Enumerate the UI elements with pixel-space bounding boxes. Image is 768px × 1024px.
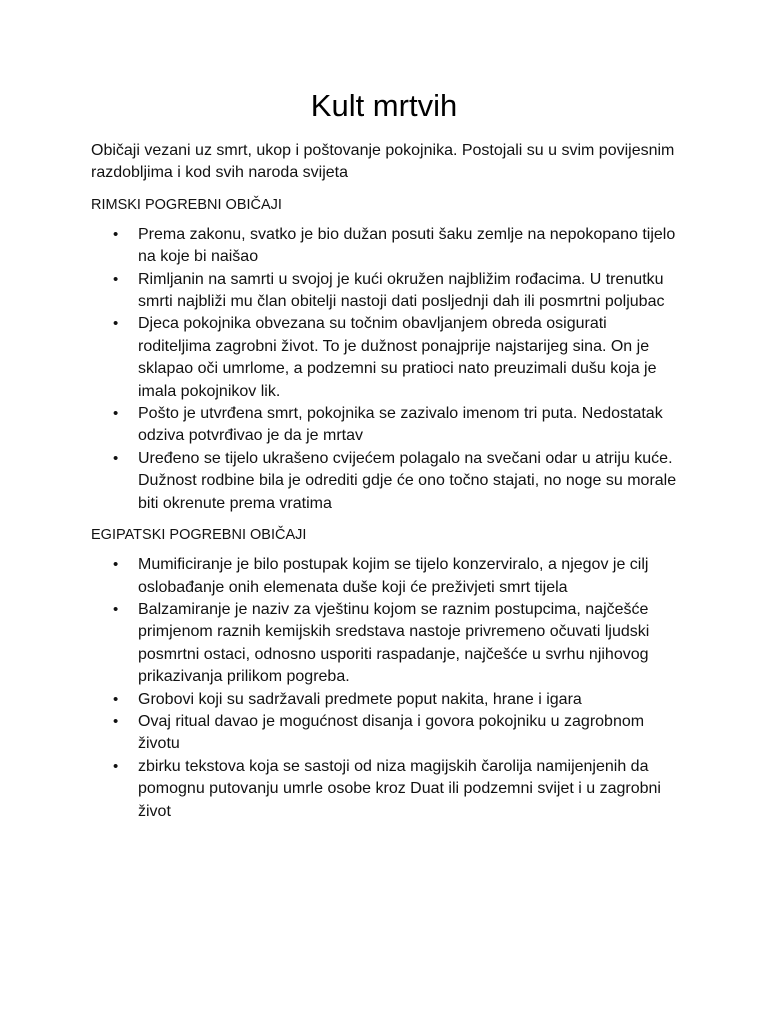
page-title: Kult mrtvih: [310, 88, 458, 123]
list-item: [91, 689, 681, 711]
list-item-text: Djeca pokojnika obvezana su točnim obavljanjem obreda osigurati roditeljima zagrobni život. To je dužnost ponajprije najstarijeg sina. On je sklapao oči umrlome, a podzemni su pratioci nato preuzimali dušu koja je imala pokojnikov lik.: [138, 315, 657, 400]
bullet-icon: •: [113, 449, 119, 467]
list-item-text: Ovaj ritual davao je mogućnost disanja i govora pokojniku u zagrobnom životu: [138, 712, 645, 753]
document-body: [91, 140, 681, 832]
list-item-text: zbirku tekstova koja se sastoji od niza magijskih čarolija namijenjenih da pomognu putovanju umrle osobe kroz Duat ili podzemni svijet i u zagrobni život: [138, 757, 661, 820]
list-item-text: Balzamiranje je naziv za vještinu kojom se raznim postupcima, najčešće primjenom raznih kemijskih sredstava nastoje privremeno očuvati ljudski posmrtni ostaci, odnosno usporiti raspadanje, najčešće u svrhu njihovog prikazivanja prilikom pogreba.: [138, 600, 650, 686]
section-heading-egyptian: EGIPATSKI POGREBNI OBIČAJI: [91, 527, 307, 544]
list-item: [91, 711, 681, 756]
list-item: [91, 599, 681, 689]
list-item: [91, 448, 681, 515]
bullet-icon: •: [113, 315, 119, 333]
bullet-icon: •: [113, 225, 119, 243]
bullet-icon: •: [113, 600, 119, 618]
list-item: [91, 313, 681, 403]
list-item: [91, 224, 681, 269]
intro-paragraph: Običaji vezani uz smrt, ukop i poštovanje pokojnika. Postojali su u svim povijesnim razdobljima i kod svih naroda svijeta: [91, 142, 675, 182]
bullet-icon: •: [113, 556, 119, 574]
bullet-icon: •: [113, 405, 119, 423]
bullet-list-egyptian: [91, 554, 681, 823]
bullet-list-roman: [91, 224, 681, 515]
list-item: [91, 756, 681, 823]
list-item: [91, 269, 681, 314]
list-item-text: Pošto je utvrđena smrt, pokojnika se zazivalo imenom tri puta. Nedostatak odziva potvrđivao je da je mrtav: [138, 405, 663, 445]
list-item: [91, 403, 681, 448]
list-item-text: Grobovi koji su sadržavali predmete poput nakita, hrane i igara: [138, 690, 582, 708]
list-item-text: Rimljanin na samrti u svojoj je kući okružen najbližim rođacima. U trenutku smrti najbliži mu član obitelji nastoji dati posljednji dah ili posmrtni poljubac: [138, 270, 665, 311]
list-item-text: Uređeno se tijelo ukrašeno cvijećem polagalo na svečani odar u atriju kuće. Dužnost rodbine bila je odrediti gdje će ono točno stajati, no noge su morale biti okrenute prema vratima: [138, 449, 677, 512]
bullet-icon: •: [113, 712, 119, 730]
list-item: [91, 554, 681, 599]
bullet-icon: •: [113, 757, 119, 775]
section-heading-roman: RIMSKI POGREBNI OBIČAJI: [91, 196, 282, 213]
list-item-text: Prema zakonu, svatko je bio dužan posuti šaku zemlje na nepokopano tijelo na koje bi naišao: [138, 225, 676, 266]
bullet-icon: •: [113, 270, 119, 288]
bullet-icon: •: [113, 690, 119, 708]
list-item-text: Mumificiranje je bilo postupak kojim se tijelo konzerviralo, a njegov je cilj oslobađanje onih elemenata duše koji će preživjeti smrt tijela: [138, 556, 649, 596]
